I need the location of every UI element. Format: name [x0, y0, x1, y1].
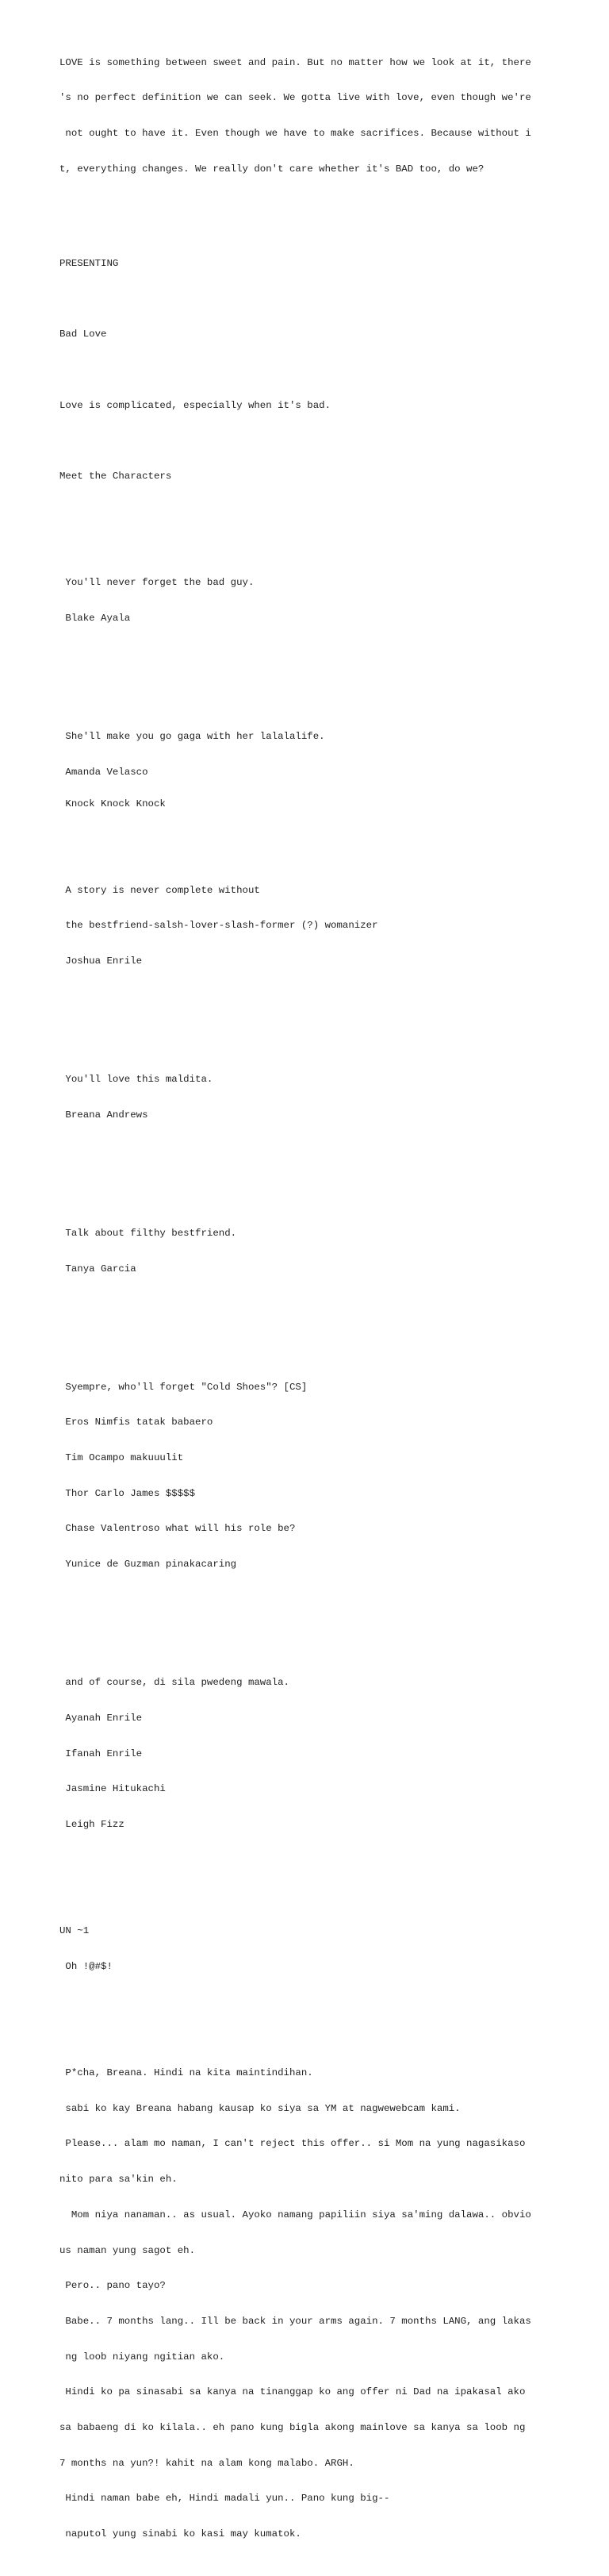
character-block	[59, 1204, 599, 1298]
story-title: Bad Love	[59, 329, 107, 340]
intro-paragraph	[59, 33, 599, 199]
character-name: Jasmine Hitukachi	[59, 1783, 166, 1795]
chapter-body	[59, 2043, 599, 2564]
character-name: Yunice de Guzman pinakacaring	[59, 1559, 237, 1571]
character-name: Ifanah Enrile	[59, 1747, 143, 1759]
text-line: Syempre, who'll forget "Cold Shoes"? [CS]	[59, 1381, 308, 1393]
text-line: the bestfriend-salsh-lover-slash-former (?) womanizer	[59, 920, 378, 932]
text-line: sabi ko kay Breana habang kausap ko siya sa YM at nagwewebcam kami.	[59, 2102, 461, 2114]
document-page	[59, 10, 599, 2576]
character-name: Breana Andrews	[59, 1109, 148, 1121]
text-line: You'll love this maldita.	[59, 1074, 213, 1086]
text-line: 7 months na yun?! kahit na alam kong malabo. ARGH.	[59, 2457, 354, 2469]
chapter-subheading: Oh !@#$!	[59, 1960, 113, 1972]
text-line: and of course, di sila pwedeng mawala.	[59, 1677, 289, 1689]
story-tagline: Love is complicated, especially when it's bad.	[59, 399, 331, 411]
text-line: Talk about filthy bestfriend.	[59, 1227, 237, 1239]
character-name: Ayanah Enrile	[59, 1712, 143, 1724]
character-name: Thor Carlo James $$$$$	[59, 1487, 196, 1499]
character-name: Leigh Fizz	[59, 1819, 124, 1831]
text-line: naputol yung sinabi ko kasi may kumatok.	[59, 2528, 301, 2540]
character-name: Tim Ocampo makuuulit	[59, 1452, 184, 1464]
text-line: You'll never forget the bad guy.	[59, 577, 255, 589]
character-block	[59, 1358, 599, 1594]
presenting-label: PRESENTING	[59, 257, 119, 269]
characters-heading: Meet the Characters	[59, 471, 172, 483]
text-line: Pero.. pano tayo?	[59, 2280, 166, 2292]
text-line: Please... alam mo naman, I can't reject this offer.. si Mom na yung nagasikaso	[59, 2138, 526, 2150]
text-line: us naman yung sagot eh.	[59, 2244, 196, 2256]
text-line: LOVE is something between sweet and pain. But no matter how we look at it, there	[59, 56, 531, 68]
character-name: Joshua Enrile	[59, 955, 143, 967]
chapter-heading: UN ~1	[59, 1925, 90, 1937]
text-line: ng loob niyang ngitian ako.	[59, 2351, 225, 2363]
character-name: Chase Valentroso what will his role be?	[59, 1523, 296, 1535]
text-line: She'll make you go gaga with her lalalalife.	[59, 731, 325, 743]
character-name: Eros Nimfis tatak babaero	[59, 1417, 213, 1428]
text-line: not ought to have it. Even though we have to make sacrifices. Because without i	[59, 128, 531, 140]
text-line: t, everything changes. We really don't care whether it's BAD too, do we?	[59, 163, 485, 175]
character-name: Blake Ayala	[59, 613, 131, 624]
character-block	[59, 1050, 599, 1144]
character-block	[59, 553, 599, 648]
text-line: Hindi naman babe eh, Hindi madali yun.. Pano kung big--	[59, 2493, 390, 2505]
text-line: Mom niya nanaman.. as usual. Ayoko namang papiliin siya sa'ming dalawa.. obvio	[59, 2209, 531, 2220]
footer-text: Knock Knock Knock	[59, 798, 166, 809]
character-block	[59, 1653, 599, 1854]
text-line: Hindi ko pa sinasabi sa kanya na tinanggap ko ang offer ni Dad na ipakasal ako	[59, 2386, 526, 2398]
text-line: Babe.. 7 months lang.. Ill be back in your arms again. 7 months LANG, ang lakas	[59, 2315, 531, 2327]
text-line: sa babaeng di ko kilala.. eh pano kung bigla akong mainlove sa kanya sa loob ng	[59, 2422, 526, 2434]
character-name: Tanya Garcia	[59, 1263, 136, 1275]
text-line: nito para sa'kin eh.	[59, 2174, 178, 2186]
text-line: 's no perfect definition we can seek. We gotta live with love, even though we're	[59, 92, 531, 104]
text-line: A story is never complete without	[59, 884, 260, 896]
character-name: Amanda Velasco	[59, 766, 148, 778]
text-line: P*cha, Breana. Hindi na kita maintindihan.	[59, 2067, 313, 2078]
character-block	[59, 707, 599, 802]
character-block	[59, 861, 599, 991]
